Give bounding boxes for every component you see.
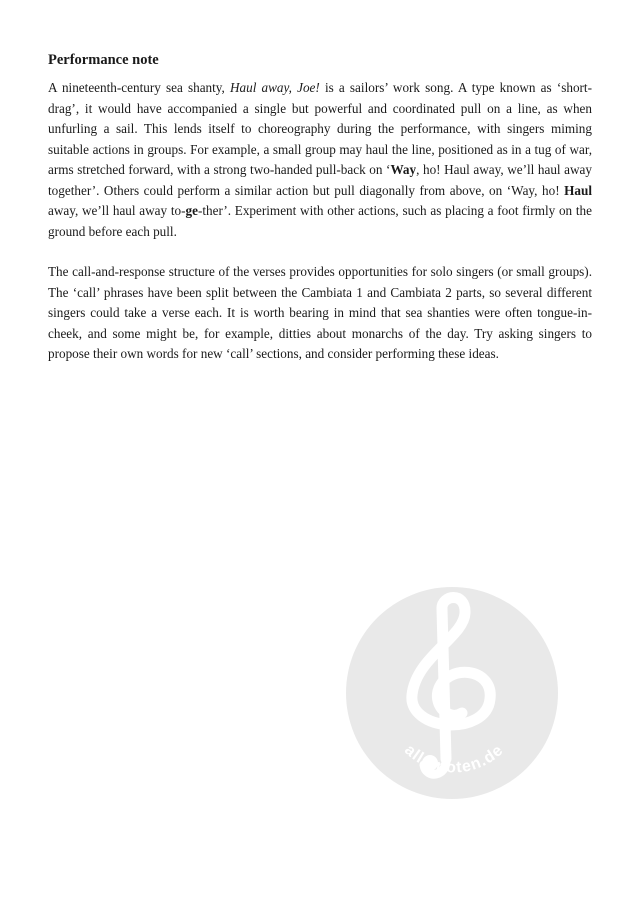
- emphasis-way: Way: [390, 162, 417, 177]
- paragraph-1: [48, 78, 592, 242]
- paragraph-1-text-a: A nineteenth-century sea shanty,: [48, 80, 230, 95]
- watermark-text: alle-noten.de: [401, 741, 507, 777]
- paragraph-1-text-d: away, we’ll haul away to-: [48, 203, 186, 218]
- watermark-logo: [346, 587, 558, 799]
- emphasis-haul: Haul: [564, 182, 592, 198]
- performance-note-section: [48, 50, 592, 385]
- section-heading: Performance note: [48, 52, 159, 68]
- paragraph-1-text-c: , ho! Haul away, we’ll haul away together’. Others could perform a similar action but pull diagonally from above, on ‘Way, ho!: [48, 162, 592, 198]
- treble-clef-watermark-icon: [346, 587, 558, 799]
- song-title: Haul away, Joe!: [230, 80, 320, 95]
- paragraph-1-text-e: -ther’. Experiment with other actions, such as placing a foot firmly on the ground before each pull.: [48, 203, 592, 239]
- emphasis-ge: ge: [185, 203, 198, 218]
- paragraph-2: The call-and-response structure of the verses provides opportunities for solo singers (or small groups). The ‘call’ phrases have been split between the Cambiata 1 and Cambiata 2 parts, so several different singers could take a verse each. It is worth bearing in mind that sea shanties were often tongue-in-cheek, and some might be, for example, ditties about monarchs of the day. Try asking singers to propose their own words for new ‘call’ sections, and consider performing these ideas.: [48, 264, 592, 361]
- paragraph-1-text-b: is a sailors’ work song. A type known as ‘short-drag’, it would have accompanied a single but powerful and coordinated pull on a line, as when unfurling a sail. This lends itself to choreography during the performance, with singers miming suitable actions in groups. For example, a small group may haul the line, positioned as in a tug of war, arms stretched forward, with a strong two-handed pull-back on ‘: [48, 80, 592, 177]
